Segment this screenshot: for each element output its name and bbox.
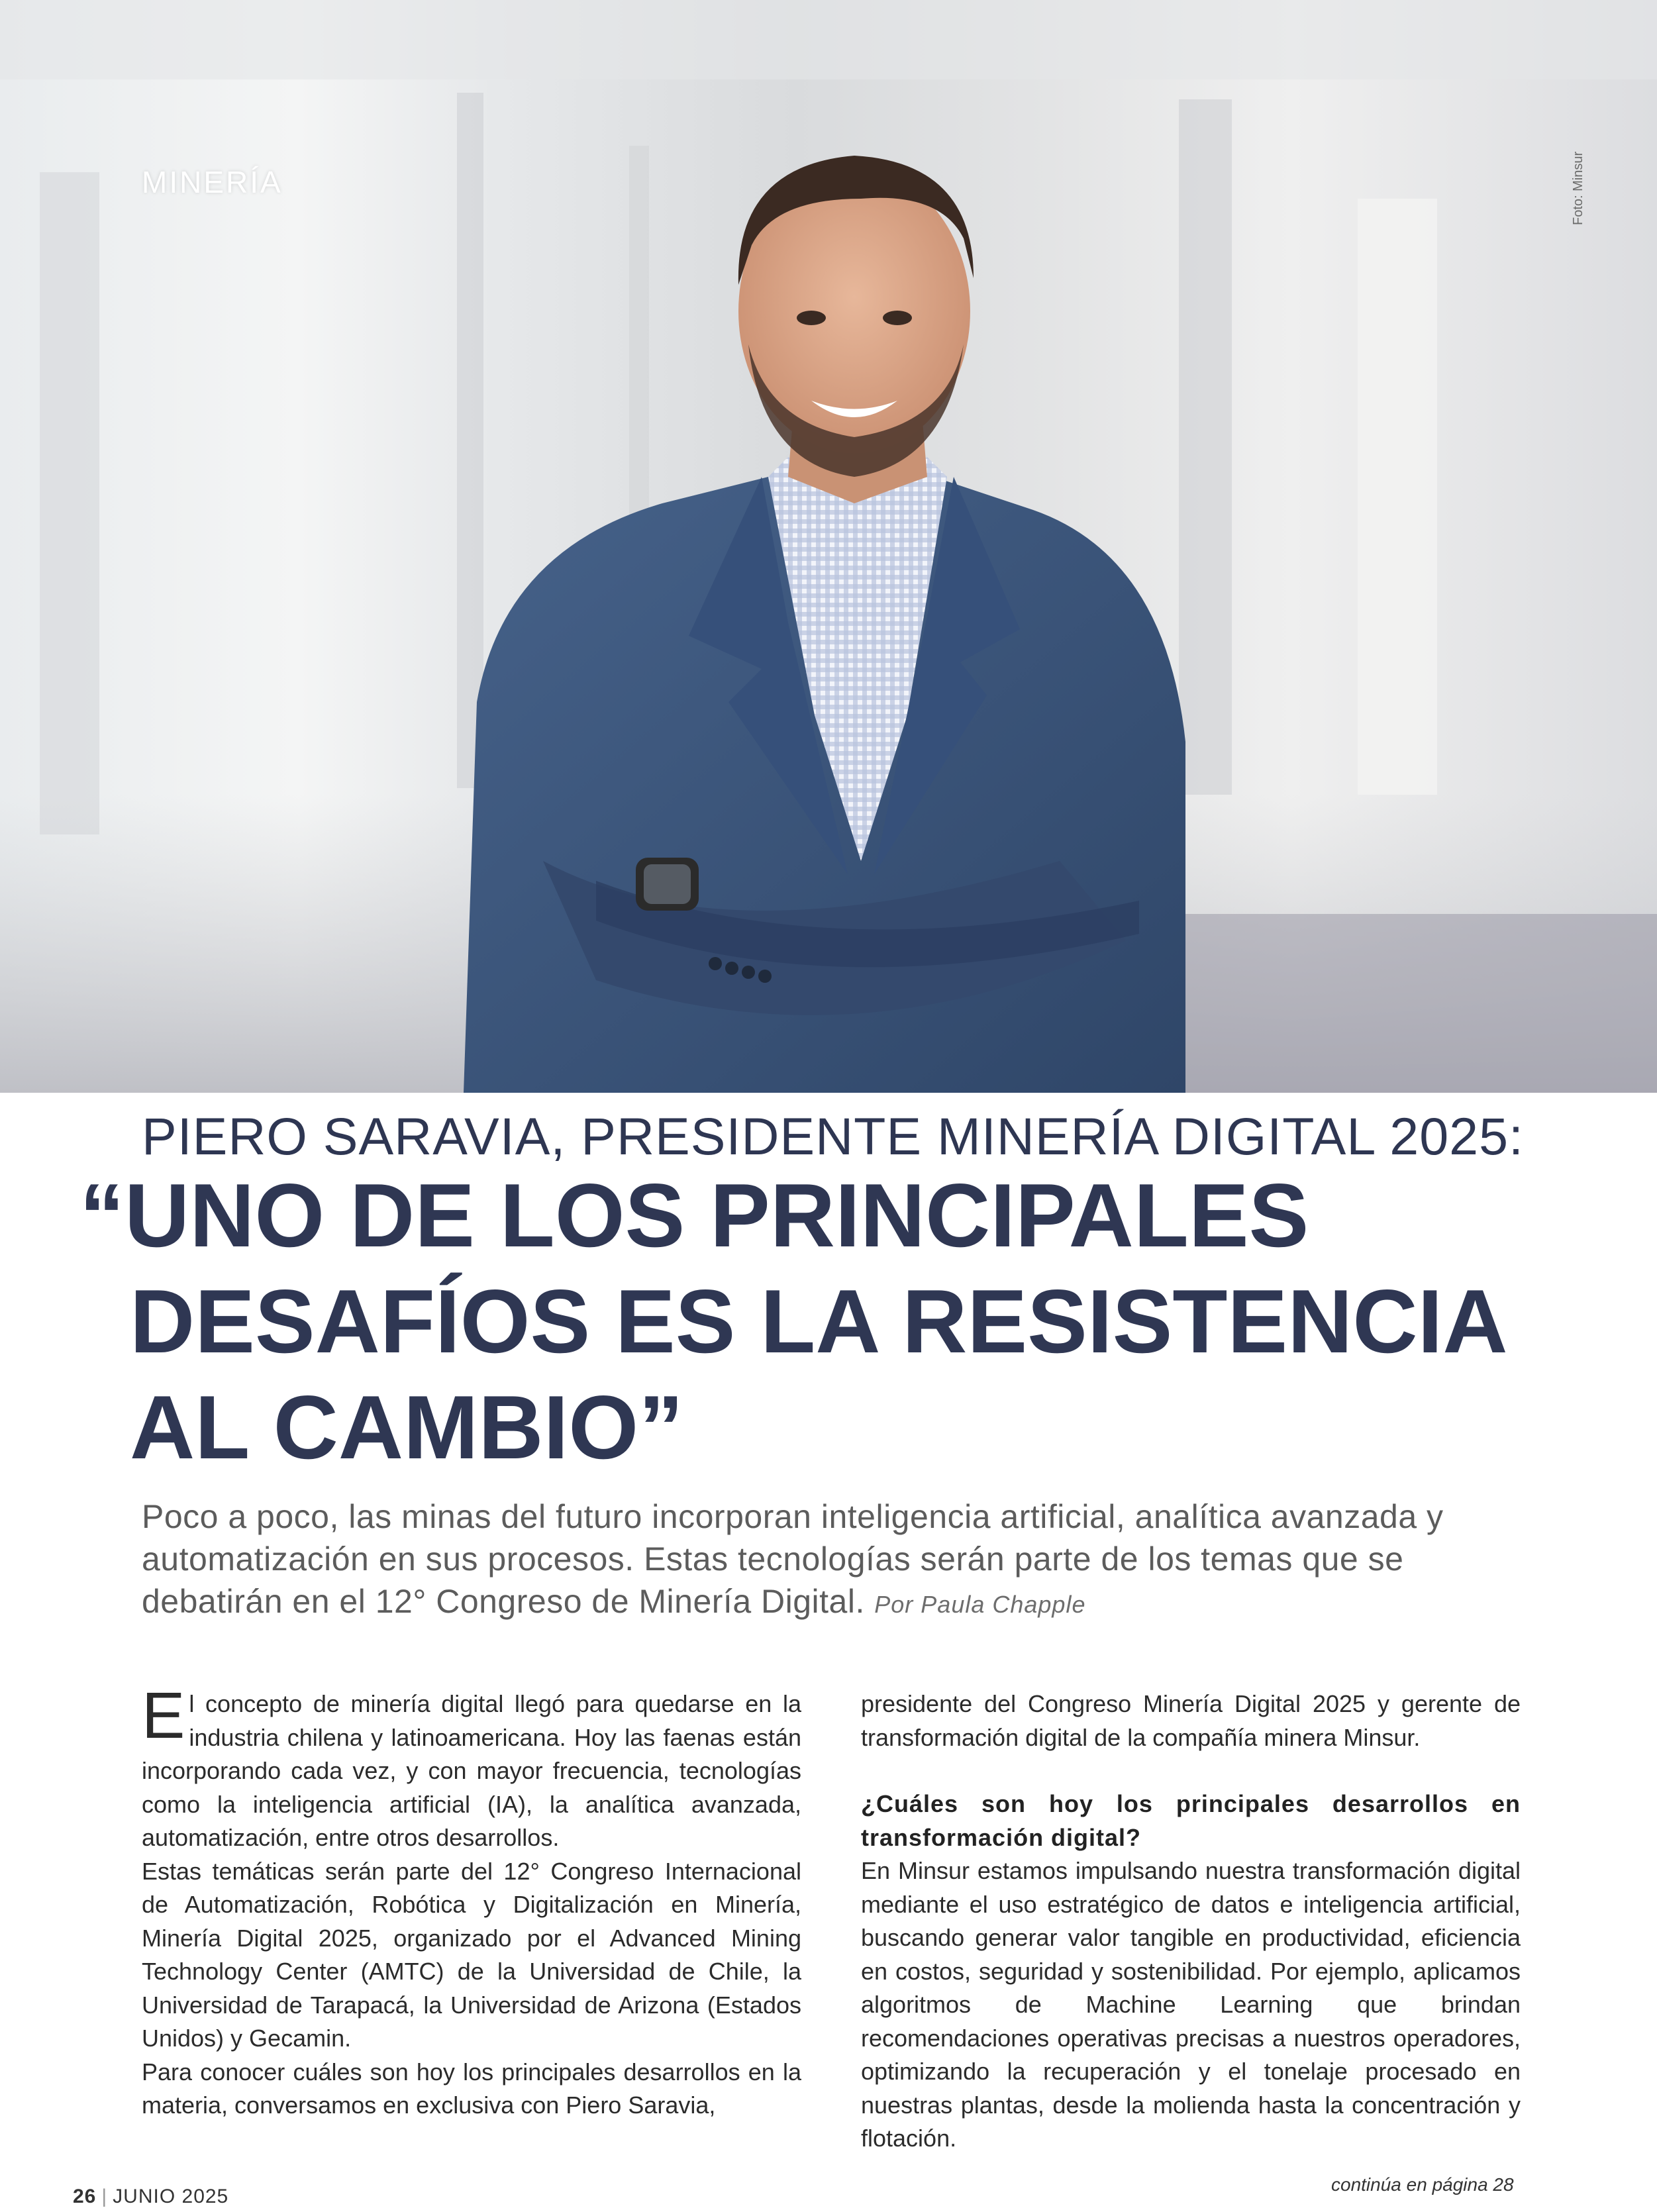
body-paragraph-1 [142, 1679, 801, 1855]
kicker: PIERO SARAVIA, PRESIDENTE MINERÍA DIGITAL 2025: [142, 1107, 1524, 1166]
lead-paragraph [142, 1495, 1519, 1626]
issue-date: JUNIO 2025 [113, 2186, 229, 2207]
page-number: 26 [73, 2186, 97, 2207]
footer-separator: | [101, 2186, 108, 2207]
continued-note: continúa en página 28 [1331, 2174, 1514, 2195]
hero-photo [0, 0, 1657, 1093]
body-paragraph-2: Estas temáticas serán parte del 12° Congreso Internacional de Automatización, Robótica y Digitalización en Minería, Minería Digital 2025, organizado por el Advanced Mining Technology Center (AMTC) de la Universidad de Chile, la Universidad de Tarapacá, la Universidad de Arizona (Estados Unidos) y Gecamin. [142, 1857, 801, 2052]
drop-cap: E [142, 1679, 185, 1752]
headline-line-2: DESAFÍOS ES LA RESISTENCIA [130, 1271, 1508, 1372]
headline-line-1: “UNO DE LOS PRINCIPALES [79, 1165, 1309, 1266]
page-footer [73, 2186, 228, 2208]
lead-text: Poco a poco, las minas del futuro incorporan inteligencia artificial, analítica avanzada y automatización en sus procesos. Estas tecnologías serán parte de los temas que se debatirán en el 12° Congreso de Minería Digital. [142, 1498, 1444, 1620]
body-column-right [861, 1687, 1521, 2156]
photo-credit: Foto: Minsur [1571, 151, 1585, 225]
body-paragraph-4: presidente del Congreso Minería Digital 2025 y gerente de transformación digital de la compañía minera Minsur. [861, 1690, 1521, 1751]
byline: Por Paula Chapple [874, 1591, 1086, 1618]
headline-line-3: AL CAMBIO” [130, 1377, 684, 1478]
interview-answer: En Minsur estamos impulsando nuestra transformación digital mediante el uso estratégico de datos e inteligencia artificial, buscando generar valor tangible en productividad, eficiencia en costos, seguridad y sostenibilidad. Por ejemplo, aplicamos algoritmos de Machine Learning que brindan recomendaciones operativas precisas a nuestros operadores, optimizando la recuperación y el tonelaje procesado en nuestras plantas, desde la molienda hasta la concentración y flotación. [861, 1857, 1521, 2152]
body-paragraph-1-text: l concepto de minería digital llegó para quedarse en la industria chilena y latinoamericana. Hoy las faenas están incorporando cada vez, y con mayor frecuencia, tecnologías como la inteligencia artificial (IA), la analítica avanzada, automatización, entre otros desarrollos. [142, 1690, 801, 1851]
body-paragraph-3: Para conocer cuáles son hoy los principales desarrollos en la materia, conversamos en exclusiva con Piero Saravia, [142, 2058, 801, 2119]
body-column-left [142, 1679, 801, 2123]
headline [79, 1162, 1536, 1480]
interview-question: ¿Cuáles son hoy los principales desarrollos en transformación digital? [861, 1790, 1521, 1851]
section-label: MINERÍA [142, 165, 283, 199]
